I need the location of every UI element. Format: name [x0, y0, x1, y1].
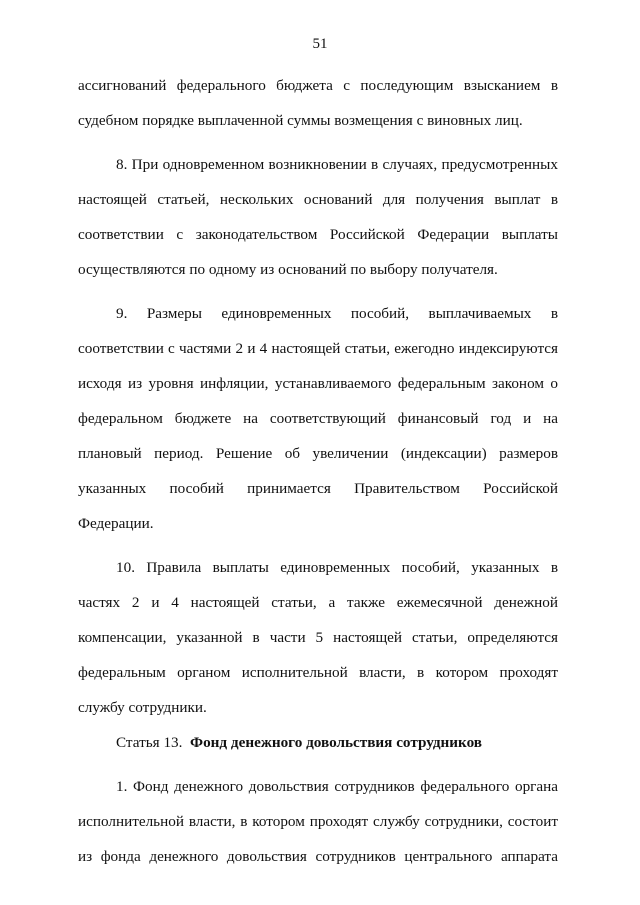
paragraph-9: 9. Размеры единовременных пособий, выплачиваемых в соответствии с частями 2 и 4 настоящей статьи, ежегодно индексируются исходя из уровня инфляции, устанавливаемого федеральным законом о федеральном бюджете на соответствующий финансовый год и на плановый период. Решение об увеличении (индексации) размеров указанных пособий принимается Правительством Российской Федерации.: [78, 305, 558, 532]
paragraph-10: 10. Правила выплаты единовременных пособий, указанных в частях 2 и 4 настоящей статьи, а также ежемесячной денежной компенсации, указанной в части 5 настоящей статьи, определяются федеральным органом исполнительной власти, в котором проходят службу сотрудники.: [78, 559, 558, 716]
paragraph-8: 8. При одновременном возникновении в случаях, предусмотренных настоящей статьей, нескольких оснований для получения выплат в соответствии с законодательством Российской Федерации выплаты осуществляются по одному из оснований по выбору получателя.: [78, 156, 558, 278]
page-number: 51: [312, 36, 328, 52]
article-label: Статья 13.: [116, 734, 183, 751]
article-13-paragraph-1: 1. Фонд денежного довольствия сотрудников федерального органа исполнительной власти, в котором проходят службу сотрудники, состоит из фонда денежного довольствия сотрудников центрального аппарата: [78, 778, 558, 865]
article-title: Фонд денежного довольствия сотрудников: [190, 734, 483, 751]
article-heading: [78, 725, 558, 760]
document-body: [78, 68, 558, 874]
paragraph-continuation: ассигнований федерального бюджета с последующим взысканием в судебном порядке выплаченной суммы возмещения с виновных лиц.: [78, 77, 558, 129]
